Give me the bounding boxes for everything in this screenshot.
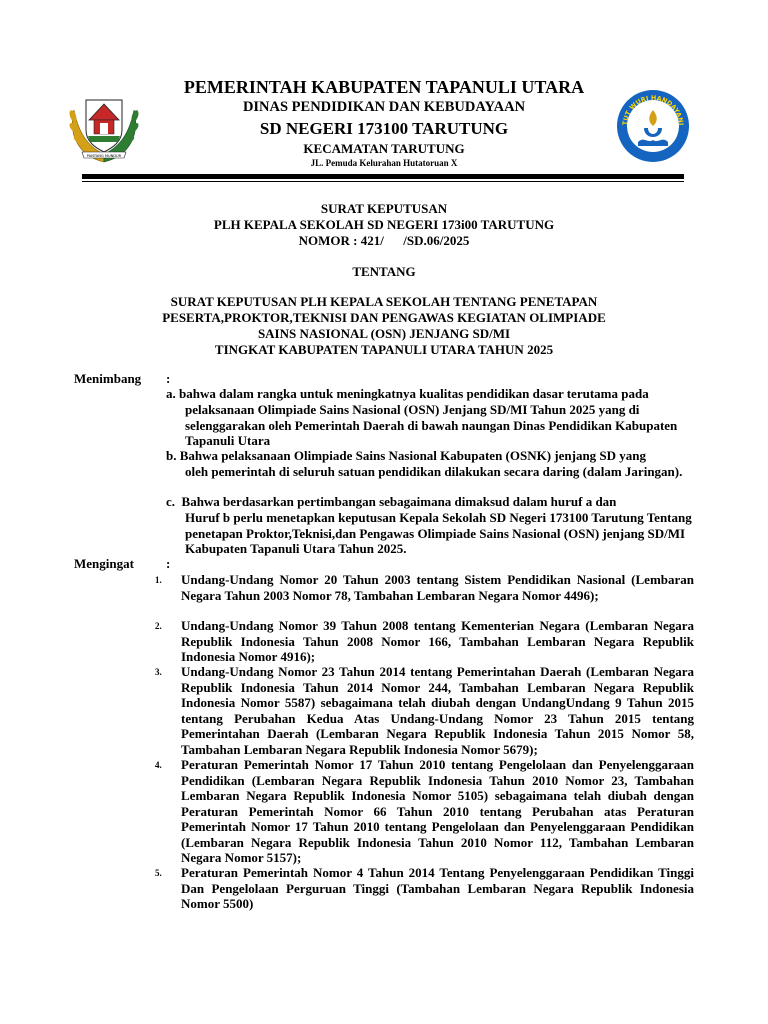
doc-subject-line: PESERTA,PROKTOR,TEKNISI DAN PENGAWAS KEGIATAN OLIMPIADE — [162, 310, 606, 325]
doc-subject-line: SURAT KEPUTUSAN PLH KEPALA SEKOLAH TENTANG PENETAPAN — [170, 294, 598, 309]
letterhead-office: DINAS PENDIDIKAN DAN KEBUDAYAAN — [242, 99, 526, 115]
mengingat-item-number: 5. — [155, 868, 162, 878]
tut-wuri-handayani-icon — [614, 88, 692, 164]
doc-subject-line: TINGKAT KABUPATEN TAPANULI UTARA TAHUN 2025 — [214, 342, 554, 357]
doc-issuer: PLH KEPALA SEKOLAH SD NEGERI 173i00 TARUTUNG — [213, 217, 555, 232]
doc-tentang: TENTANG — [352, 264, 416, 279]
letterhead-divider-thick — [82, 174, 684, 179]
doc-number: NOMOR : 421/ /SD.06/2025 — [298, 233, 470, 248]
letterhead-divider-thin — [82, 181, 684, 182]
menimbang-item-b-rest: oleh pemerintah di seluruh satuan pendidikan dilakukan secara daring (dalam Jaringan). — [185, 464, 683, 479]
letterhead-district: KECAMATAN TARUTUNG — [303, 141, 465, 156]
doc-type: SURAT KEPUTUSAN — [320, 201, 448, 216]
kabupaten-emblem-icon — [64, 90, 144, 166]
menimbang-item-c-first: c. Bahwa berdasarkan pertimbangan sebagaimana dimaksud dalam huruf a dan — [166, 494, 617, 509]
mengingat-item-text: Peraturan Pemerintah Nomor 17 Tahun 2010 tentang Pengelolaan dan Penyelenggaraan Pendidikan (Lembaran Negara Republik Indonesia Tahun 2010 Nomor 23, Tambahan Lembaran Negara Republik Indonesia Nomor 5105) sebagaimana telah diubah dengan Peraturan Pemerintah Nomor 66 Tahun 2010 tentang Perubahan atas Peraturan Pemerintah Nomor 17 Tahun 2010 tentang Pengelolaan dan Penyelenggaraan Pendidikan (Lembaran Negara Republik Indonesia Tahun 2010 Nomor 112, Tambahan Lembaran Negara Nomor 5157); — [181, 757, 694, 865]
menimbang-item-b-first: b. Bahwa pelaksanaan Olimpiade Sains Nasional Kabupaten (OSNK) jenjang SD yang — [166, 448, 647, 463]
mengingat-item-text: Peraturan Pemerintah Nomor 4 Tahun 2014 Tentang Penyelenggaraan Pendidikan Tinggi Dan Pengelolaan Perguruan Tinggi (Tambahan Lembaran Negara Republik Indonesia Nomor 5500) — [181, 865, 694, 911]
mengingat-item-number: 4. — [155, 760, 162, 770]
tut-wuri-motto: TUT WURI HANDAYANI — [620, 93, 686, 126]
letterhead-school: SD NEGERI 173100 TARUTUNG — [259, 119, 509, 138]
doc-subject-line: SAINS NASIONAL (OSN) JENJANG SD/MI — [257, 326, 511, 341]
menimbang-item-c-rest: Huruf b perlu menetapkan keputusan Kepala Sekolah SD Negeri 173100 Tarutung Tentang penetapan Proktor,Teknisi,dan Pengawas Olimpiade Sains Nasional (OSN) jenjang SD/MI Kabupaten Tapanuli Utara Tahun 2025. — [185, 510, 692, 556]
mengingat-item-number: 3. — [155, 667, 162, 677]
mengingat-item-text: Undang-Undang Nomor 39 Tahun 2008 tentang Kementerian Negara (Lembaran Negara Republik Indonesia Tahun 2008 Nomor 166, Tambahan Lembaran Negara Republik Indonesia Nomor 4916); — [181, 618, 694, 664]
mengingat-label: Mengingat — [74, 556, 134, 571]
menimbang-label: Menimbang — [74, 371, 142, 386]
mengingat-item-text: Undang-Undang Nomor 23 Tahun 2014 tentang Pemerintahan Daerah (Lembaran Negara Republik Indonesia Tahun 2014 Nomor 244, Tambahan Lembaran Negara Republik Indonesia Nomor 5587) sebagaimana telah diubah dengan UndangUndang 9 Tahun 2015 tentang Perubahan Kedua Atas Undang-Undang Nomor 23 Tahun 2015 tentang Pemerintahan Daerah (Lembaran Negara Republik Indonesia Tahun 2015 Nomor 58, Tambahan Lembaran Negara Republik Indonesia Nomor 5679); — [181, 664, 694, 757]
emblem-ribbon-text: PANTANG MUNDUR — [86, 153, 122, 158]
menimbang-item-a-first: a. bahwa dalam rangka untuk meningkatnya kualitas pendidikan dasar terutama pada — [166, 386, 649, 401]
mengingat-item-text: Undang-Undang Nomor 20 Tahun 2003 tentang Sistem Pendidikan Nasional (Lembaran Negara Tahun 2003 Nomor 78, Tambahan Lembaran Negara Nomor 4496); — [181, 572, 694, 603]
menimbang-item-a-rest: pelaksanaan Olimpiade Sains Nasional (OSN) Jenjang SD/MI Tahun 2025 yang di selenggarakan oleh Pemerintah Daerah di bawah naungan Dinas Pendidikan Kabupaten Tapanuli Utara — [185, 402, 678, 448]
mengingat-item-number: 2. — [155, 621, 162, 631]
letterhead-government: PEMERINTAH KABUPATEN TAPANULI UTARA — [183, 77, 585, 97]
letterhead-address: JL. Pemuda Kelurahan Hutatoruan X — [310, 158, 458, 168]
mengingat-colon: : — [166, 556, 171, 571]
mengingat-item-number: 1. — [155, 575, 162, 585]
menimbang-colon: : — [166, 371, 171, 386]
